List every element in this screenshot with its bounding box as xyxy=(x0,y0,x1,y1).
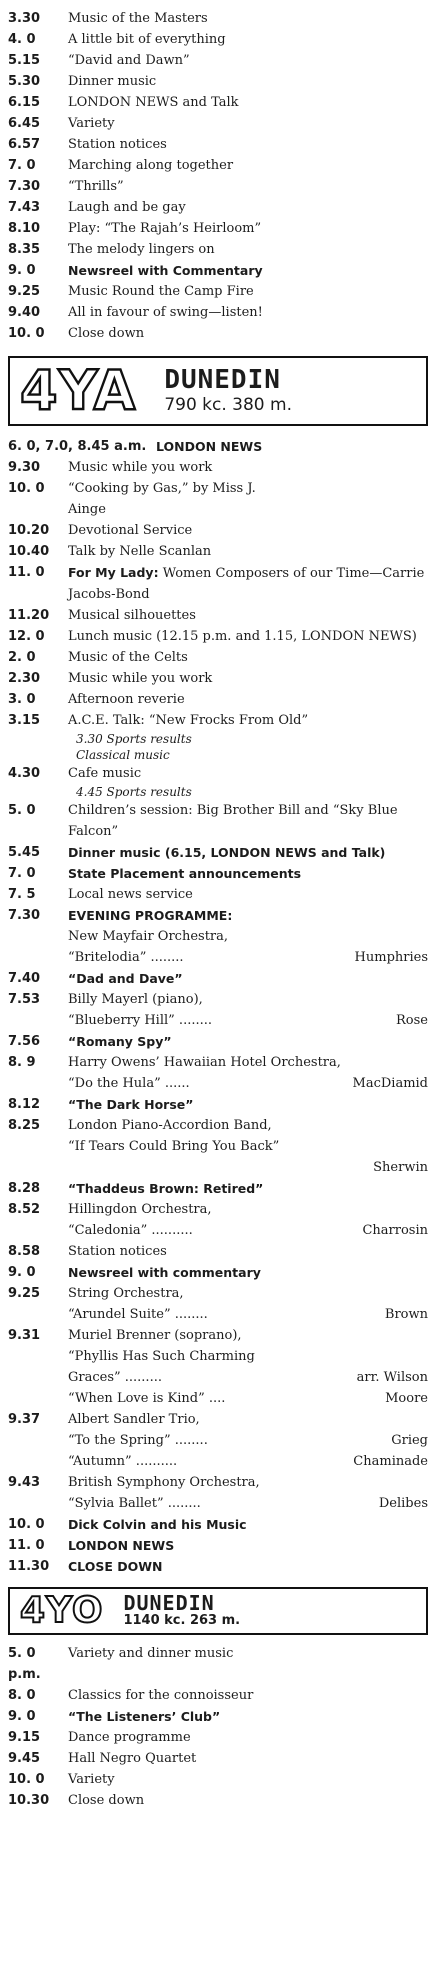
programme-text: Station notices xyxy=(68,137,167,152)
programme-time: 6.45 xyxy=(8,116,41,131)
programme-item xyxy=(8,763,428,784)
station-banner-4yo xyxy=(8,1587,428,1635)
programme-item xyxy=(8,605,428,626)
programme-time: 7. 5 xyxy=(8,887,36,902)
programme-text: Dance programme xyxy=(68,1730,191,1745)
programme-description xyxy=(68,1115,428,1178)
programme-description xyxy=(68,302,428,323)
programme-time: 10. 0 xyxy=(8,1517,45,1532)
station-city: DUNEDIN xyxy=(164,365,281,395)
credit-title: “Britelodia” ........ xyxy=(68,950,184,965)
programme-text: Close down xyxy=(68,326,145,341)
programme-item xyxy=(8,29,428,50)
programme-time: 2.30 xyxy=(8,671,41,686)
programme-description xyxy=(68,1556,428,1577)
programme-time: 5.30 xyxy=(8,74,41,89)
programme-text: The melody lingers on xyxy=(68,242,215,257)
programme-description xyxy=(68,1685,428,1706)
programme-text: Hillingdon Orchestra, xyxy=(68,1202,212,1217)
credit-composer: Sherwin xyxy=(373,1160,428,1175)
programme-description xyxy=(68,71,428,92)
programme-description xyxy=(68,50,428,71)
credit-title: “Autumn” .......... xyxy=(68,1454,178,1469)
programme-description xyxy=(156,436,428,457)
programme-text: London Piano-Accordion Band, “If Tears Could Bring You Back” xyxy=(68,1118,280,1154)
programme-item xyxy=(8,218,428,239)
programme-text: “Romany Spy” xyxy=(68,1034,172,1049)
programme-time: 6.15 xyxy=(8,95,41,110)
programme-item xyxy=(8,626,428,647)
programme-text: “The Dark Horse” xyxy=(68,1097,194,1112)
programme-time: 7. 0 xyxy=(8,158,36,173)
credit-title: New Mayfair Orchestra, xyxy=(68,929,229,944)
programme-text: Laugh and be gay xyxy=(68,200,186,215)
programme-time: 9.45 xyxy=(8,1751,41,1766)
programme-time: 8.35 xyxy=(8,242,41,257)
credit-composer: Moore xyxy=(385,1391,428,1406)
programme-time: 9.25 xyxy=(8,1286,41,1301)
programme-item xyxy=(8,436,428,457)
programme-item xyxy=(8,176,428,197)
programme-time: 3. 0 xyxy=(8,692,36,707)
programme-description xyxy=(68,863,428,884)
programme-time: 4.30 xyxy=(8,766,41,781)
programme-time: 7.30 xyxy=(8,179,41,194)
programme-description xyxy=(68,968,428,989)
programme-description xyxy=(68,689,428,710)
programme-item xyxy=(8,1115,428,1178)
programme-time: 8.10 xyxy=(8,221,41,236)
programme-description xyxy=(68,905,428,968)
programme-list-previous-station xyxy=(8,8,428,344)
programme-time: 6.57 xyxy=(8,137,41,152)
programme-item xyxy=(8,562,428,605)
programme-item xyxy=(8,1031,428,1052)
programme-text: “Dad and Dave” xyxy=(68,971,183,986)
programme-description xyxy=(68,1472,428,1514)
programme-description xyxy=(68,884,428,905)
programme-item xyxy=(8,1178,428,1199)
programme-text: Lunch music (12.15 p.m. and 1.15, LONDON NEWS) xyxy=(68,629,417,644)
station-frequency: 1140 kc. 263 m. xyxy=(123,1613,241,1628)
programme-description xyxy=(68,1409,428,1472)
programme-time: 3.30 xyxy=(8,11,41,26)
programme-text: Classics for the connoisseur xyxy=(68,1688,254,1703)
programme-time: 9.25 xyxy=(8,284,41,299)
programme-time: 8.25 xyxy=(8,1118,41,1133)
programme-text: LONDON NEWS xyxy=(156,439,263,454)
programme-credit-line xyxy=(68,947,428,968)
programme-description xyxy=(68,1283,428,1325)
programme-item xyxy=(8,647,428,668)
programme-text: Dick Colvin and his Music xyxy=(68,1517,247,1532)
programme-item xyxy=(8,989,428,1031)
credit-title: “Sylvia Ballet” ........ xyxy=(68,1496,201,1511)
programme-text: Children’s session: Big Brother Bill and “Sky Blue Falcon” xyxy=(68,803,398,839)
credit-title: “When Love is Kind” .... xyxy=(68,1391,226,1406)
programme-time: 12. 0 xyxy=(8,629,45,644)
programme-item xyxy=(8,260,428,281)
programme-item xyxy=(8,541,428,562)
programme-item xyxy=(8,134,428,155)
programme-time: 10. 0 xyxy=(8,326,45,341)
programme-text: Hall Negro Quartet xyxy=(68,1751,197,1766)
programme-time: 8. 0 xyxy=(8,1688,36,1703)
programme-item xyxy=(8,457,428,478)
programme-text: Dinner music xyxy=(68,74,157,89)
programme-description xyxy=(68,218,428,239)
programme-description xyxy=(68,323,428,344)
programme-text: Musical silhouettes xyxy=(68,608,196,623)
programme-item xyxy=(8,1535,428,1556)
station-banner-4ya xyxy=(8,356,428,426)
programme-text: “Cooking by Gas,” by Miss J. Ainge xyxy=(68,481,256,517)
programme-text: Albert Sandler Trio, xyxy=(68,1412,200,1427)
programme-item xyxy=(8,863,428,884)
programme-time: 7.56 xyxy=(8,1034,41,1049)
programme-description xyxy=(68,478,428,520)
programme-item xyxy=(8,239,428,260)
programme-description xyxy=(68,1727,428,1748)
programme-item xyxy=(8,281,428,302)
programme-credit-line xyxy=(68,1220,428,1241)
programme-text: Cafe music xyxy=(68,766,142,781)
programme-credit-line xyxy=(68,1388,428,1409)
programme-item xyxy=(8,197,428,218)
programme-time: 11.30 xyxy=(8,1559,50,1574)
programme-text: Women Composers of our Time—Carrie Jacobs-Bond xyxy=(68,566,425,602)
programme-item xyxy=(8,155,428,176)
programme-time: 10.30 xyxy=(8,1793,50,1808)
programme-item xyxy=(8,1472,428,1514)
programme-description xyxy=(68,1325,428,1409)
programme-text: Dinner music (6.15, LONDON NEWS and Talk) xyxy=(68,845,386,860)
programme-text: Newsreel with Commentary xyxy=(68,263,263,278)
station-frequency: 790 kc. 380 m. xyxy=(164,395,292,415)
programme-description xyxy=(68,562,428,605)
programme-item xyxy=(8,1748,428,1769)
programme-time: 5.15 xyxy=(8,53,41,68)
credit-title: “Do the Hula” ...... xyxy=(68,1076,190,1091)
station-logo-4ya: 4YA xyxy=(20,359,137,422)
credit-title: “To the Spring” ........ xyxy=(68,1433,208,1448)
programme-item xyxy=(8,1556,428,1577)
programme-description xyxy=(68,260,428,281)
programme-time: 7.53 xyxy=(8,992,41,1007)
programme-item xyxy=(8,1199,428,1241)
credit-composer: Humphries xyxy=(354,950,428,965)
programme-time: 8.52 xyxy=(8,1202,41,1217)
credit-title: “Arundel Suite” ........ xyxy=(68,1307,208,1322)
programme-text: Variety and dinner music xyxy=(68,1646,234,1661)
programme-text: String Orchestra, xyxy=(68,1286,184,1301)
programme-item xyxy=(8,884,428,905)
credit-composer: Rose xyxy=(396,1013,428,1028)
programme-text: Play: “The Rajah’s Heirloom” xyxy=(68,221,262,236)
programme-description xyxy=(68,1535,428,1556)
programme-time: 5. 0 xyxy=(8,803,36,818)
programme-item xyxy=(8,1514,428,1535)
programme-credit-line xyxy=(68,1493,428,1514)
programme-credit-line xyxy=(68,1367,428,1388)
programme-description xyxy=(68,1706,428,1727)
programme-text: “Thrills” xyxy=(68,179,124,194)
programme-text: “David and Dawn” xyxy=(68,53,190,68)
programme-item xyxy=(8,1283,428,1325)
credit-title xyxy=(68,1157,369,1178)
programme-item xyxy=(8,1685,428,1706)
programme-list-4yo xyxy=(8,1643,428,1811)
programme-description xyxy=(68,1643,428,1664)
programme-item xyxy=(8,689,428,710)
programme-time: 10. 0 xyxy=(8,1772,45,1787)
programme-description xyxy=(68,605,428,626)
programme-description xyxy=(68,1241,428,1262)
programme-description xyxy=(68,1769,428,1790)
programme-description xyxy=(68,1262,428,1283)
programme-description xyxy=(68,763,428,784)
programme-description xyxy=(68,520,428,541)
station-city: DUNEDIN xyxy=(123,1591,215,1615)
programme-text: Music of the Celts xyxy=(68,650,188,665)
programme-text: Variety xyxy=(68,1772,115,1787)
programme-item xyxy=(8,1241,428,1262)
programme-time: 9.30 xyxy=(8,460,41,475)
programme-time: 5.45 xyxy=(8,845,41,860)
programme-description xyxy=(68,800,428,842)
programme-description xyxy=(68,710,428,731)
programme-text: A little bit of everything xyxy=(68,32,226,47)
programme-item xyxy=(8,968,428,989)
credit-title: “Caledonia” .......... xyxy=(68,1223,193,1238)
programme-time: 2. 0 xyxy=(8,650,36,665)
programme-description xyxy=(68,541,428,562)
programme-description xyxy=(68,457,428,478)
programme-time: 10.20 xyxy=(8,523,50,538)
programme-list-4ya xyxy=(8,436,428,1577)
programme-time: 8. 9 xyxy=(8,1055,36,1070)
programme-time: 11. 0 xyxy=(8,1538,45,1553)
credit-composer: MacDiamid xyxy=(352,1076,428,1091)
programme-item xyxy=(8,1409,428,1472)
programme-description xyxy=(68,842,428,863)
programme-text: EVENING PROGRAMME: xyxy=(68,908,233,923)
programme-description xyxy=(68,989,428,1031)
programme-text: LONDON NEWS and Talk xyxy=(68,95,239,110)
programme-time: 9.15 xyxy=(8,1730,41,1745)
programme-text: Harry Owens’ Hawaiian Hotel Orchestra, xyxy=(68,1055,341,1070)
programme-time: 9. 0 xyxy=(8,1709,36,1724)
programme-description xyxy=(68,668,428,689)
programme-description xyxy=(68,1052,428,1094)
programme-time: 9. 0 xyxy=(8,1265,36,1280)
programme-item xyxy=(8,1706,428,1727)
programme-item xyxy=(8,710,428,731)
programme-item xyxy=(8,8,428,29)
programme-description xyxy=(68,1748,428,1769)
programme-credit-line xyxy=(68,1157,428,1178)
programme-description xyxy=(68,8,428,29)
programme-item xyxy=(8,1262,428,1283)
programme-item xyxy=(8,50,428,71)
programme-text: Marching along together xyxy=(68,158,234,173)
programme-item xyxy=(8,905,428,968)
programme-time: 7.30 xyxy=(8,908,41,923)
programme-item xyxy=(8,800,428,842)
credit-composer: arr. Wilson xyxy=(356,1370,428,1385)
programme-description xyxy=(68,92,428,113)
programme-text: Local news service xyxy=(68,887,193,902)
programme-text: Muriel Brenner (soprano), “Phyllis Has Such Charming xyxy=(68,1328,255,1364)
programme-text: Station notices xyxy=(68,1244,167,1259)
programme-item xyxy=(8,92,428,113)
programme-text: Music while you work xyxy=(68,460,213,475)
programme-description xyxy=(68,1199,428,1241)
programme-time: 5. 0 p.m. xyxy=(8,1646,41,1682)
programme-item xyxy=(8,323,428,344)
programme-item xyxy=(8,1325,428,1409)
programme-description xyxy=(68,113,428,134)
programme-time: 7. 0 xyxy=(8,866,36,881)
programme-description xyxy=(68,1790,428,1811)
programme-text: “The Listeners’ Club” xyxy=(68,1709,221,1724)
programme-time: 11.20 xyxy=(8,608,50,623)
programme-text: A.C.E. Talk: “New Frocks From Old” xyxy=(68,713,309,728)
credit-composer: Delibes xyxy=(378,1496,428,1511)
programme-sub-note: 3.30 Sports results Classical music xyxy=(76,732,192,762)
programme-item xyxy=(8,1052,428,1094)
programme-time: 10.40 xyxy=(8,544,50,559)
station-logo-4yo: 4YO xyxy=(20,1590,104,1631)
programme-description xyxy=(68,1178,428,1199)
programme-text: State Placement announcements xyxy=(68,866,302,881)
programme-time: 9. 0 xyxy=(8,263,36,278)
programme-item xyxy=(8,1643,428,1685)
programme-time: 8.58 xyxy=(8,1244,41,1259)
programme-time: 11. 0 xyxy=(8,565,45,580)
programme-text: Newsreel with commentary xyxy=(68,1265,261,1280)
programme-item xyxy=(8,1094,428,1115)
programme-description xyxy=(68,626,428,647)
programme-time: 8.28 xyxy=(8,1181,41,1196)
programme-text: Afternoon reverie xyxy=(68,692,185,707)
programme-description xyxy=(68,29,428,50)
programme-item xyxy=(8,668,428,689)
programme-item xyxy=(8,478,428,520)
programme-credit-line xyxy=(68,1010,428,1031)
programme-text: Music of the Masters xyxy=(68,11,208,26)
programme-text: Billy Mayerl (piano), xyxy=(68,992,203,1007)
credit-composer: Chaminade xyxy=(353,1454,428,1469)
credit-composer: Brown xyxy=(384,1307,428,1322)
credit-title: Graces” ......... xyxy=(68,1370,162,1385)
programme-credit-line xyxy=(68,1304,428,1325)
programme-time: 10. 0 xyxy=(8,481,45,496)
programme-text: CLOSE DOWN xyxy=(68,1559,163,1574)
programme-time: 4. 0 xyxy=(8,32,36,47)
programme-credit-line xyxy=(68,1073,428,1094)
programme-title: For My Lady: xyxy=(68,565,159,580)
programme-text: Close down xyxy=(68,1793,145,1808)
programme-time: 9.31 xyxy=(8,1328,41,1343)
programme-description xyxy=(68,647,428,668)
programme-text: British Symphony Orchestra, xyxy=(68,1475,260,1490)
credit-composer: Grieg xyxy=(391,1433,428,1448)
programme-time: 8.12 xyxy=(8,1097,41,1112)
programme-item xyxy=(8,842,428,863)
programme-text: LONDON NEWS xyxy=(68,1538,175,1553)
programme-time: 9.37 xyxy=(8,1412,41,1427)
programme-time: 3.15 xyxy=(8,713,41,728)
programme-item xyxy=(8,71,428,92)
programme-text: Music while you work xyxy=(68,671,213,686)
programme-credit-line xyxy=(68,1430,428,1451)
programme-description xyxy=(68,176,428,197)
programme-description xyxy=(68,1031,428,1052)
programme-sub-note: 4.45 Sports results xyxy=(76,785,192,799)
credit-title: “Blueberry Hill” ........ xyxy=(68,1013,212,1028)
programme-description xyxy=(68,1514,428,1535)
programme-time: 9.40 xyxy=(8,305,41,320)
programme-time: 7.40 xyxy=(8,971,41,986)
programme-text: Music Round the Camp Fire xyxy=(68,284,254,299)
programme-item xyxy=(8,1727,428,1748)
programme-text: Talk by Nelle Scanlan xyxy=(68,544,212,559)
credit-composer: Charrosin xyxy=(362,1223,428,1238)
programme-item xyxy=(8,1769,428,1790)
programme-description xyxy=(68,197,428,218)
programme-time: 6. 0, 7.0, 8.45 a.m. xyxy=(8,439,147,454)
programme-credit-line xyxy=(68,926,428,947)
programme-credit-line xyxy=(68,1451,428,1472)
programme-description xyxy=(68,134,428,155)
programme-item xyxy=(8,520,428,541)
programme-text: Variety xyxy=(68,116,115,131)
programme-item xyxy=(8,113,428,134)
programme-description xyxy=(68,239,428,260)
programme-item xyxy=(8,1790,428,1811)
programme-item xyxy=(8,302,428,323)
programme-description xyxy=(68,281,428,302)
programme-description xyxy=(68,1094,428,1115)
programme-description xyxy=(68,155,428,176)
programme-text: “Thaddeus Brown: Retired” xyxy=(68,1181,264,1196)
programme-text: Devotional Service xyxy=(68,523,193,538)
programme-time: 7.43 xyxy=(8,200,41,215)
programme-time: 9.43 xyxy=(8,1475,41,1490)
programme-text: All in favour of swing—listen! xyxy=(68,305,263,320)
